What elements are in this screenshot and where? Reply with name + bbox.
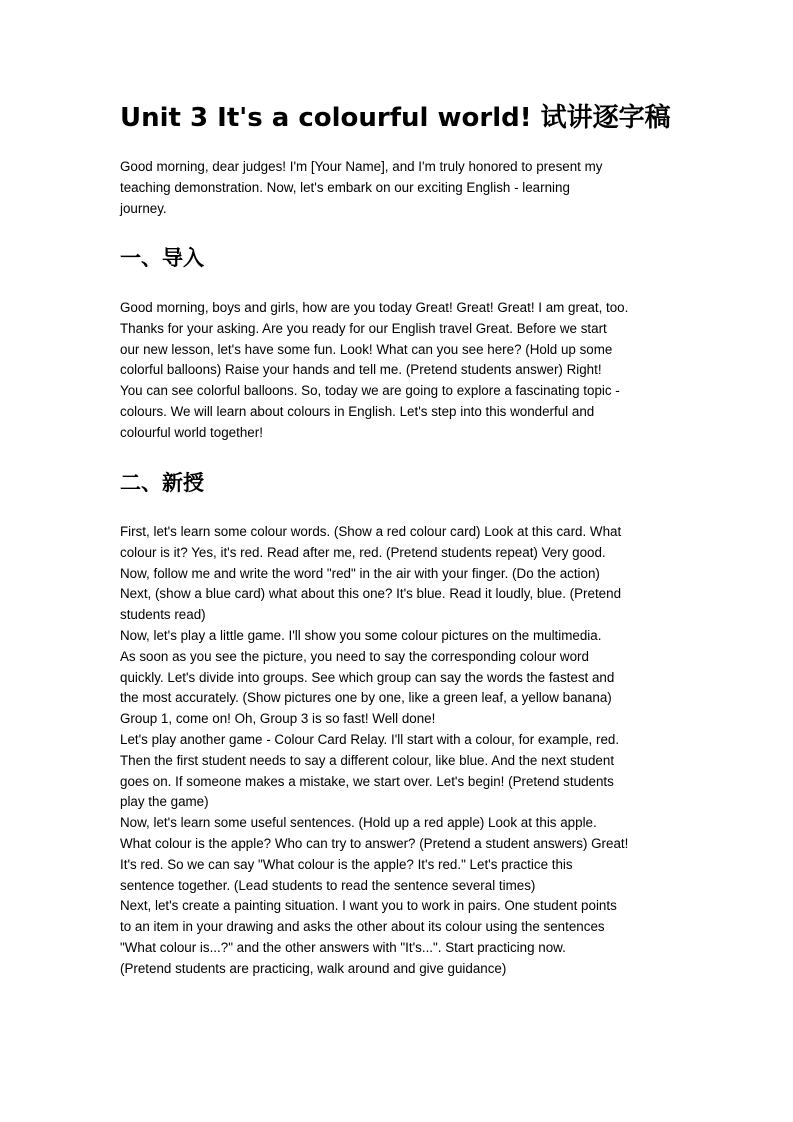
- text-line: You can see colorful balloons. So, today we are going to explore a fascinating topic -: [120, 383, 620, 399]
- text-line: Next, let's create a painting situation. I want you to work in pairs. One student points: [120, 898, 617, 914]
- text-line: sentence together. (Lead students to read the sentence several times): [120, 877, 536, 893]
- text-line: Group 1, come on! Oh, Group 3 is so fast! Well done!: [120, 711, 436, 727]
- intro-paragraph: [120, 157, 685, 219]
- text-line: journey.: [120, 200, 167, 216]
- text-line: Next, (show a blue card) what about this one? It's blue. Read it loudly, blue. (Pretend: [120, 586, 622, 602]
- text-line: the most accurately. (Show pictures one by one, like a green leaf, a yellow banana): [120, 690, 612, 706]
- text-line: Now, follow me and write the word "red" in the air with your finger. (Do the action): [120, 565, 600, 581]
- text-line: As soon as you see the picture, you need to say the corresponding colour word: [120, 648, 589, 664]
- text-line: "What colour is...?" and the other answers with "It's...". Start practicing now.: [120, 939, 566, 955]
- section-intro-paragraph: [120, 298, 685, 444]
- text-line: What colour is the apple? Who can try to answer? (Pretend a student answers) Great!: [120, 835, 629, 851]
- text-line: Now, let's learn some useful sentences. (Hold up a red apple) Look at this apple.: [120, 815, 597, 831]
- section-heading-new-lesson: 二、新授: [120, 471, 204, 495]
- text-line: goes on. If someone makes a mistake, we start over. Let's begin! (Pretend students: [120, 773, 614, 789]
- text-line: Then the first student needs to say a different colour, like blue. And the next student: [120, 752, 615, 768]
- text-line: Let's play another game - Colour Card Relay. I'll start with a colour, for example, red.: [120, 731, 620, 747]
- text-line: It's red. So we can say "What colour is the apple? It's red." Let's practice this: [120, 856, 573, 872]
- text-line: colorful balloons) Raise your hands and tell me. (Pretend students answer) Right!: [120, 362, 602, 378]
- section-new-lesson-paragraph: [120, 522, 685, 980]
- text-line: our new lesson, let's have some fun. Look! What can you see here? (Hold up some: [120, 341, 613, 357]
- text-line: play the game): [120, 794, 209, 810]
- text-line: (Pretend students are practicing, walk around and give guidance): [120, 960, 507, 976]
- section-heading-intro: 一、导入: [120, 246, 204, 270]
- text-line: Good morning, boys and girls, how are you today Great! Great! Great! I am great, too.: [120, 300, 629, 315]
- text-line: students read): [120, 607, 206, 623]
- text-line: colour is it? Yes, it's red. Read after me, red. (Pretend students repeat) Very good.: [120, 544, 606, 560]
- text-line: quickly. Let's divide into groups. See which group can say the words the fastest and: [120, 669, 615, 685]
- text-line: Good morning, dear judges! I'm [Your Name], and I'm truly honored to present my: [120, 159, 603, 174]
- text-line: to an item in your drawing and asks the other about its colour using the sentences: [120, 919, 605, 935]
- text-line: First, let's learn some colour words. (Show a red colour card) Look at this card. What: [120, 524, 622, 539]
- text-line: Now, let's play a little game. I'll show you some colour pictures on the multimedia.: [120, 627, 602, 643]
- text-line: teaching demonstration. Now, let's embark on our exciting English - learning: [120, 179, 570, 195]
- text-line: colourful world together!: [120, 424, 263, 440]
- text-line: Thanks for your asking. Are you ready for our English travel Great. Before we start: [120, 320, 607, 336]
- text-line: colours. We will learn about colours in English. Let's step into this wonderful and: [120, 403, 595, 419]
- document-title: Unit 3 It's a colourful world! 试讲逐字稿: [120, 103, 671, 133]
